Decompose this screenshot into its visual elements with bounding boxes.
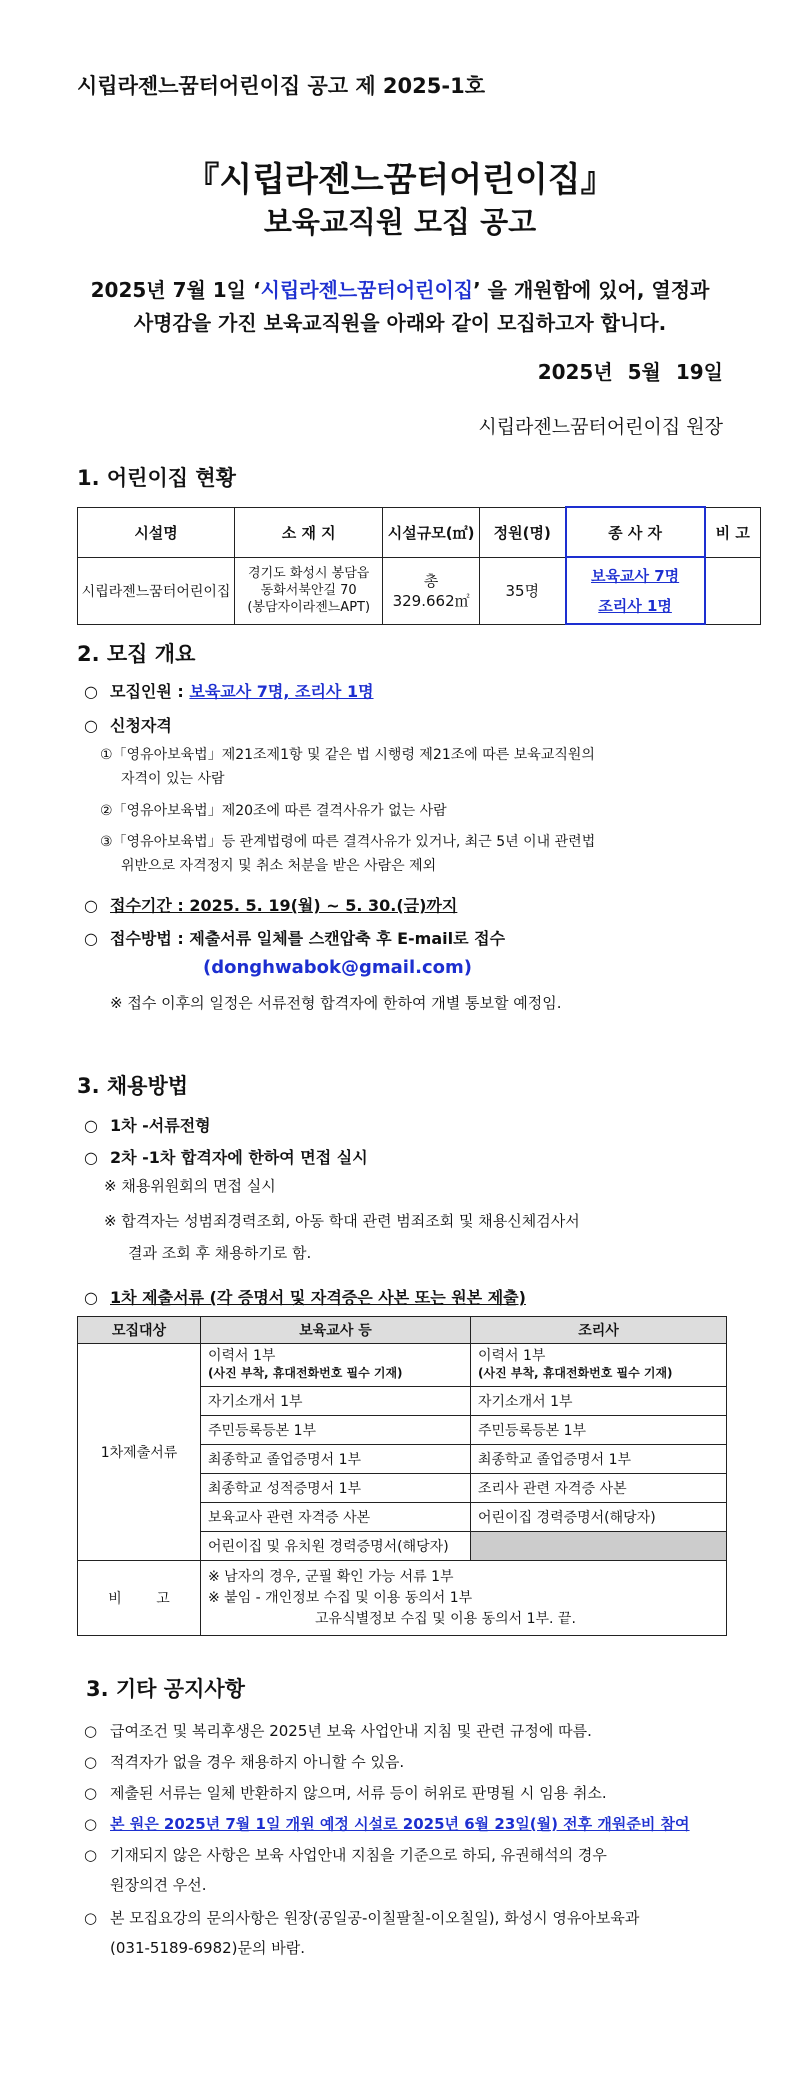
qualification-label: 신청자격 — [110, 716, 172, 735]
bullet-icon: ○ — [84, 929, 98, 948]
interview-note: ※ 채용위원회의 면접 실시 — [104, 1177, 276, 1195]
table-row — [78, 1561, 727, 1636]
col-size: 시설규모(㎡) — [383, 507, 480, 557]
table-header-row — [78, 507, 761, 557]
schedule-note: ※ 접수 이후의 일정은 서류전형 합격자에 한하여 개별 통보할 예정임. — [110, 994, 562, 1012]
cook-doc: 조리사 관련 자격증 사본 — [471, 1474, 727, 1503]
qualification-3 — [100, 830, 595, 878]
cook-doc: 자기소개서 1부 — [471, 1387, 727, 1416]
teacher-doc: 보육교사 관련 자격증 사본 — [201, 1503, 471, 1532]
size-line: 총 — [423, 571, 439, 590]
doc-item: 이력서 1부 — [478, 1348, 546, 1364]
notice-text: 급여조건 및 복리후생은 2025년 보육 사업안내 지침 및 관련 규정에 따름. — [110, 1722, 592, 1740]
notice-item — [84, 1747, 404, 1777]
teacher-doc: 자기소개서 1부 — [201, 1387, 471, 1416]
background-check-note — [104, 1207, 580, 1267]
qualification-1 — [100, 743, 595, 791]
notice-text: (031-5189-6982)문의 바람. — [110, 1939, 306, 1957]
remark-content — [201, 1561, 727, 1636]
facility-address — [235, 557, 383, 624]
bullet-icon: ○ — [84, 1909, 98, 1927]
application-period — [84, 893, 457, 916]
facility-table — [77, 506, 761, 625]
notice-text: 원장의견 우선. — [110, 1876, 207, 1894]
remark-line: ※ 남자의 경우, 군필 확인 가능 서류 1부 — [208, 1568, 454, 1585]
page-subtitle: 보육교직원 모집 공고 — [263, 205, 537, 239]
teacher-resume — [201, 1344, 471, 1387]
col-facility-name: 시설명 — [78, 507, 235, 557]
table-row — [78, 557, 761, 624]
recruit-label: 모집인원 : — [110, 682, 190, 701]
intro-suffix: ’ 을 개원함에 있어, 열정과 — [473, 278, 710, 302]
qualification-2: ②「영유아보육법」제20조에 따른 결격사유가 없는 사람 — [100, 803, 447, 819]
notice-text: 본 원은 2025년 7월 1일 개원 예정 시설로 2025년 6월 23일(월) 전후 개원준비 참여 — [110, 1815, 690, 1833]
recruit-count — [84, 679, 374, 702]
intro-text — [60, 274, 740, 340]
col-capacity: 정원(명) — [479, 507, 565, 557]
col-staff: 종 사 자 — [566, 507, 705, 557]
size-line: 329.662㎡ — [392, 591, 470, 610]
bullet-icon: ○ — [84, 1815, 98, 1833]
notice-item — [84, 1840, 607, 1900]
note-line: 결과 조회 후 채용하기로 함. — [128, 1244, 312, 1262]
step-2 — [84, 1145, 368, 1168]
notice-text: 본 모집요강의 문의사항은 원장(공일공-이칠팔칠-이오칠일), 화성시 영유아보육과 — [110, 1909, 640, 1927]
contact-email[interactable]: (donghwabok@gmail.com) — [203, 957, 472, 978]
bullet-icon: ○ — [84, 1753, 98, 1771]
bullet-icon: ○ — [84, 1288, 98, 1307]
step-1 — [84, 1113, 211, 1136]
notice-item — [84, 1716, 592, 1746]
table-header-row — [78, 1317, 727, 1344]
facility-staff — [566, 557, 705, 624]
remark-line: ※ 붙임 - 개인정보 수집 및 이용 동의서 1부 — [208, 1589, 473, 1606]
notice-item — [84, 1903, 639, 1963]
staff-cook: 조리사 1명 — [598, 596, 672, 615]
bullet-icon: ○ — [84, 716, 98, 735]
cook-resume — [471, 1344, 727, 1387]
documents-heading-text: 1차 제출서류 (각 증명서 및 자격증은 사본 또는 원본 제출) — [110, 1288, 526, 1307]
cook-doc: 주민등록등본 1부 — [471, 1416, 727, 1445]
intro-prefix: 2025년 7월 1일 ‘ — [90, 278, 261, 302]
teacher-doc: 최종학교 성적증명서 1부 — [201, 1474, 471, 1503]
qualification-line: ①「영유아보육법」제21조제1항 및 같은 법 시행령 제21조에 따른 보육교직원의 — [100, 747, 595, 763]
qualification-line: 자격이 있는 사람 — [121, 771, 225, 787]
bullet-icon: ○ — [84, 1148, 98, 1167]
teacher-doc: 어린이집 및 유치원 경력증명서(해당자) — [201, 1532, 471, 1561]
col-location: 소 재 지 — [235, 507, 383, 557]
staff-teacher: 보육교사 7명 — [591, 566, 680, 585]
facility-size — [383, 557, 480, 624]
application-method — [84, 926, 505, 949]
qualification-heading — [84, 713, 172, 736]
address-line: 동화서북안길 70 — [260, 583, 357, 598]
method-text: 접수방법 : 제출서류 일체를 스캔압축 후 E-mail로 접수 — [110, 929, 506, 948]
col-teacher: 보육교사 등 — [201, 1317, 471, 1344]
remark-line: 고유식별정보 수집 및 이용 동의서 1부. 끝. — [315, 1610, 576, 1627]
col-remark: 비 고 — [705, 507, 761, 557]
note-line: ※ 합격자는 성범죄경력조회, 아동 학대 관련 범죄조회 및 채용신체검사서 — [104, 1212, 580, 1230]
doc-note: (사진 부착, 휴대전화번호 필수 기재) — [478, 1366, 673, 1380]
notice-text: 기재되지 않은 사항은 보육 사업안내 지침을 기준으로 하되, 유권해석의 경우 — [110, 1846, 607, 1864]
col-cook: 조리사 — [471, 1317, 727, 1344]
bullet-icon: ○ — [84, 896, 98, 915]
table-row — [78, 1344, 727, 1387]
empty-cell — [471, 1532, 727, 1561]
qualification-line: 위반으로 자격정지 및 취소 처분을 받은 사람은 제외 — [121, 858, 437, 874]
documents-heading — [84, 1285, 526, 1308]
director-signature: 시립라젠느꿈터어린이집 원장 — [478, 416, 723, 438]
teacher-doc: 최종학교 졸업증명서 1부 — [201, 1445, 471, 1474]
intro-highlight: 시립라젠느꿈터어린이집 — [260, 278, 474, 302]
section1-heading: 1. 어린이집 현황 — [77, 466, 236, 490]
qualification-line: ③「영유아보육법」등 관계법령에 따른 결격사유가 있거나, 최근 5년 이내 관련법 — [100, 834, 596, 850]
step-text: 1차 -서류전형 — [110, 1116, 211, 1135]
period-text: 접수기간 : 2025. 5. 19(월) ~ 5. 30.(금)까지 — [110, 896, 458, 915]
address-line: 경기도 화성시 봉담읍 — [248, 566, 370, 581]
doc-item: 이력서 1부 — [208, 1348, 276, 1364]
section4-heading: 3. 기타 공지사항 — [86, 1677, 245, 1701]
notice-date: 2025년 5월 19일 — [537, 360, 723, 384]
row-label: 1차제출서류 — [78, 1344, 201, 1561]
bullet-icon: ○ — [84, 682, 98, 701]
notice-item — [84, 1809, 690, 1839]
step-text: 2차 -1차 합격자에 한하여 면접 실시 — [110, 1148, 368, 1167]
doc-note: (사진 부착, 휴대전화번호 필수 기재) — [208, 1366, 403, 1380]
notice-text: 제출된 서류는 일체 반환하지 않으며, 서류 등이 허위로 판명될 시 임용 취소. — [110, 1784, 607, 1802]
facility-remark — [705, 557, 761, 624]
bullet-icon: ○ — [84, 1722, 98, 1740]
bullet-icon: ○ — [84, 1846, 98, 1864]
notice-text: 적격자가 없을 경우 채용하지 아니할 수 있음. — [110, 1753, 405, 1771]
recruit-value: 보육교사 7명, 조리사 1명 — [189, 682, 374, 701]
page-title: 『시립라젠느꿈터어린이집』 — [185, 160, 615, 200]
facility-capacity: 35명 — [479, 557, 565, 624]
bullet-icon: ○ — [84, 1784, 98, 1802]
cook-doc: 어린이집 경력증명서(해당자) — [471, 1503, 727, 1532]
remark-label: 비 고 — [78, 1561, 201, 1636]
bullet-icon: ○ — [84, 1116, 98, 1135]
address-line: (봉담자이라젠느APT) — [247, 600, 371, 615]
facility-name: 시립라젠느꿈터어린이집 — [78, 557, 235, 624]
documents-table — [77, 1316, 727, 1636]
teacher-doc: 주민등록등본 1부 — [201, 1416, 471, 1445]
notice-item — [84, 1778, 607, 1808]
col-target: 모집대상 — [78, 1317, 201, 1344]
section2-heading: 2. 모집 개요 — [77, 642, 196, 666]
section3-heading: 3. 채용방법 — [77, 1074, 189, 1098]
intro-line2: 사명감을 가진 보육교직원을 아래와 같이 모집하고자 합니다. — [133, 311, 667, 335]
cook-doc: 최종학교 졸업증명서 1부 — [471, 1445, 727, 1474]
notice-number: 시립라젠느꿈터어린이집 공고 제 2025-1호 — [77, 74, 485, 98]
